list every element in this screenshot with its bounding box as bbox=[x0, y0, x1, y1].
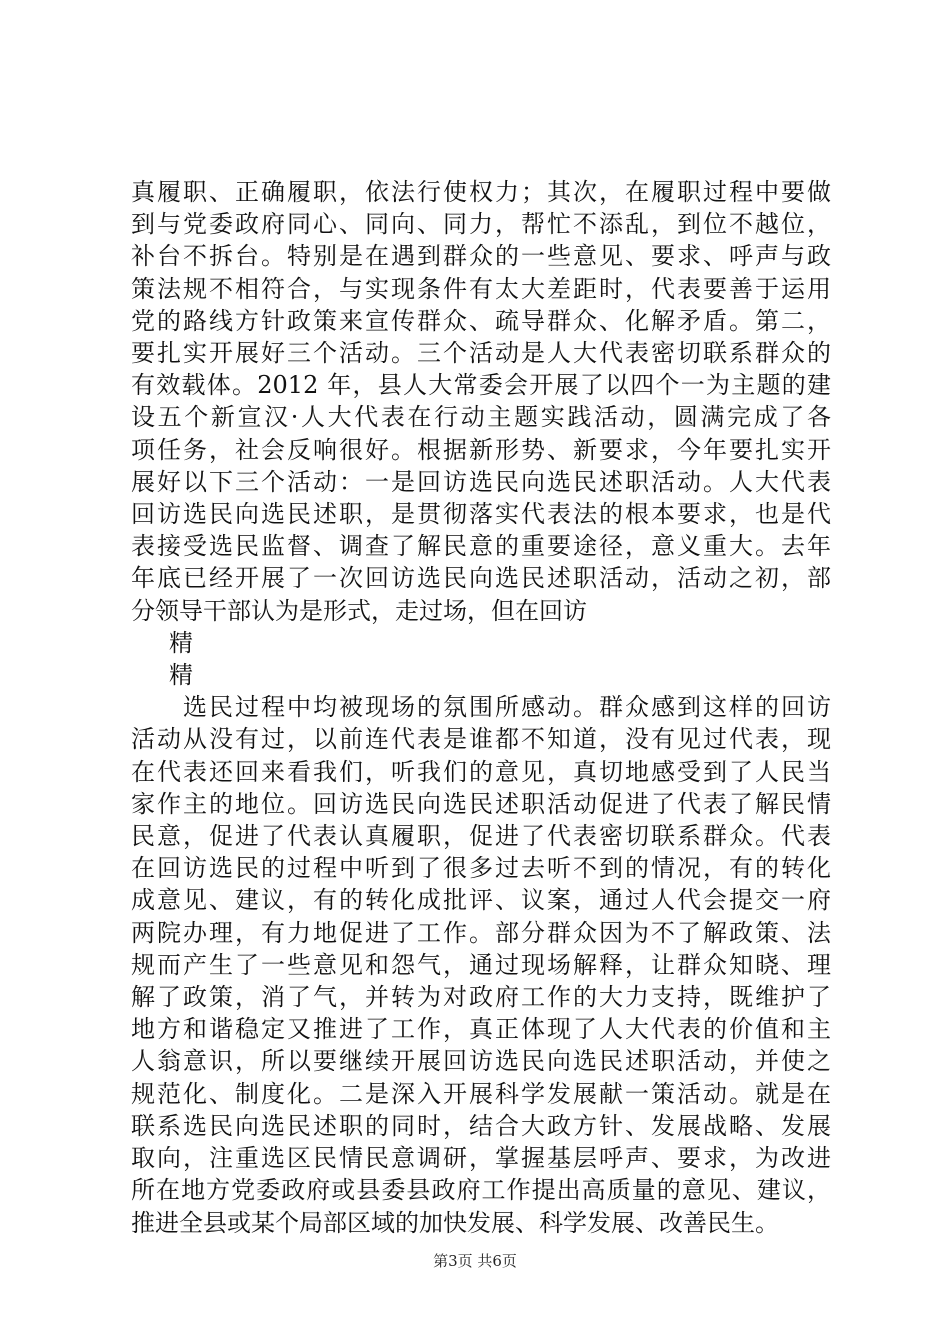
page-footer: 第3页 共6页 bbox=[433, 1252, 517, 1270]
text-line: 设五个新宣汉·人大代表在行动主题实践活动，圆满完成了各 bbox=[131, 403, 831, 432]
text-line: 人翁意识，所以要继续开展回访选民向选民述职活动，并使之 bbox=[131, 1047, 831, 1076]
watermark-marker: 精 bbox=[169, 628, 193, 657]
text-line: 家作主的地位。回访选民向选民述职活动促进了代表了解民情 bbox=[131, 789, 831, 818]
document-body bbox=[131, 176, 831, 1239]
text-line: 真履职、正确履职，依法行使权力；其次，在履职过程中要做 bbox=[131, 178, 831, 206]
text-line: 年底已经开展了一次回访选民向选民述职活动，活动之初，部 bbox=[131, 564, 831, 593]
text-line: 展好以下三个活动：一是回访选民向选民述职活动。人大代表 bbox=[131, 467, 831, 496]
text-line: 成意见、建议，有的转化成批评、议案，通过人代会提交一府 bbox=[131, 886, 831, 915]
text-line: 回访选民向选民述职，是贯彻落实代表法的根本要求，也是代 bbox=[131, 500, 831, 529]
text-line: 到与党委政府同心、同向、同力，帮忙不添乱，到位不越位， bbox=[131, 210, 831, 239]
text-line: 民意，促进了代表认真履职，促进了代表密切联系群众。代表 bbox=[131, 822, 831, 851]
paragraph-continued bbox=[131, 176, 831, 627]
text-line: 补台不拆台。特别是在遇到群众的一些意见、要求、呼声与政 bbox=[131, 242, 831, 271]
text-line: 地方和谐稳定又推进了工作，真正体现了人大代表的价值和主 bbox=[131, 1015, 831, 1044]
text-line: 党的路线方针政策来宣传群众、疏导群众、化解矛盾。第二， bbox=[131, 306, 831, 335]
text-line: 选民过程中均被现场的氛围所感动。群众感到这样的回访 bbox=[131, 693, 831, 722]
text-line: 所在地方党委政府或县委县政府工作提出高质量的意见、建议， bbox=[131, 1176, 831, 1205]
text-line: 在回访选民的过程中听到了很多过去听不到的情况，有的转化 bbox=[131, 854, 831, 883]
text-line: 两院办理，有力地促进了工作。部分群众因为不了解政策、法 bbox=[131, 918, 831, 947]
text-line: 分领导干部认为是形式，走过场，但在回访 bbox=[131, 596, 587, 625]
paragraph bbox=[131, 691, 831, 1238]
text-line: 策法规不相符合，与实现条件有太大差距时，代表要善于运用 bbox=[131, 274, 831, 303]
text-line: 在代表还回来看我们，听我们的意见，真切地感受到了人民当 bbox=[131, 757, 831, 786]
text-line: 规而产生了一些意见和怨气，通过现场解释，让群众知晓、理 bbox=[131, 950, 831, 979]
text-line: 表接受选民监督、调查了解民意的重要途径，意义重大。去年 bbox=[131, 532, 831, 561]
text-line: 取向，注重选区民情民意调研，掌握基层呼声、要求，为改进 bbox=[131, 1144, 831, 1173]
text-line: 规范化、制度化。二是深入开展科学发展献一策活动。就是在 bbox=[131, 1079, 831, 1108]
text-line: 联系选民向选民述职的同时，结合大政方针、发展战略、发展 bbox=[131, 1111, 831, 1140]
watermark-marker: 精 bbox=[169, 661, 193, 690]
text-line: 有效载体。2012 年，县人大常委会开展了以四个一为主题的建 bbox=[131, 371, 831, 400]
text-line: 活动从没有过，以前连代表是谁都不知道，没有见过代表，现 bbox=[131, 725, 831, 754]
text-line: 项任务，社会反响很好。根据新形势、新要求，今年要扎实开 bbox=[131, 435, 831, 464]
text-line: 解了政策，消了气，并转为对政府工作的大力支持，既维护了 bbox=[131, 983, 831, 1012]
text-line: 要扎实开展好三个活动。三个活动是人大代表密切联系群众的 bbox=[131, 339, 831, 368]
text-line: 推进全县或某个局部区域的加快发展、科学发展、改善民生。 bbox=[131, 1208, 779, 1237]
